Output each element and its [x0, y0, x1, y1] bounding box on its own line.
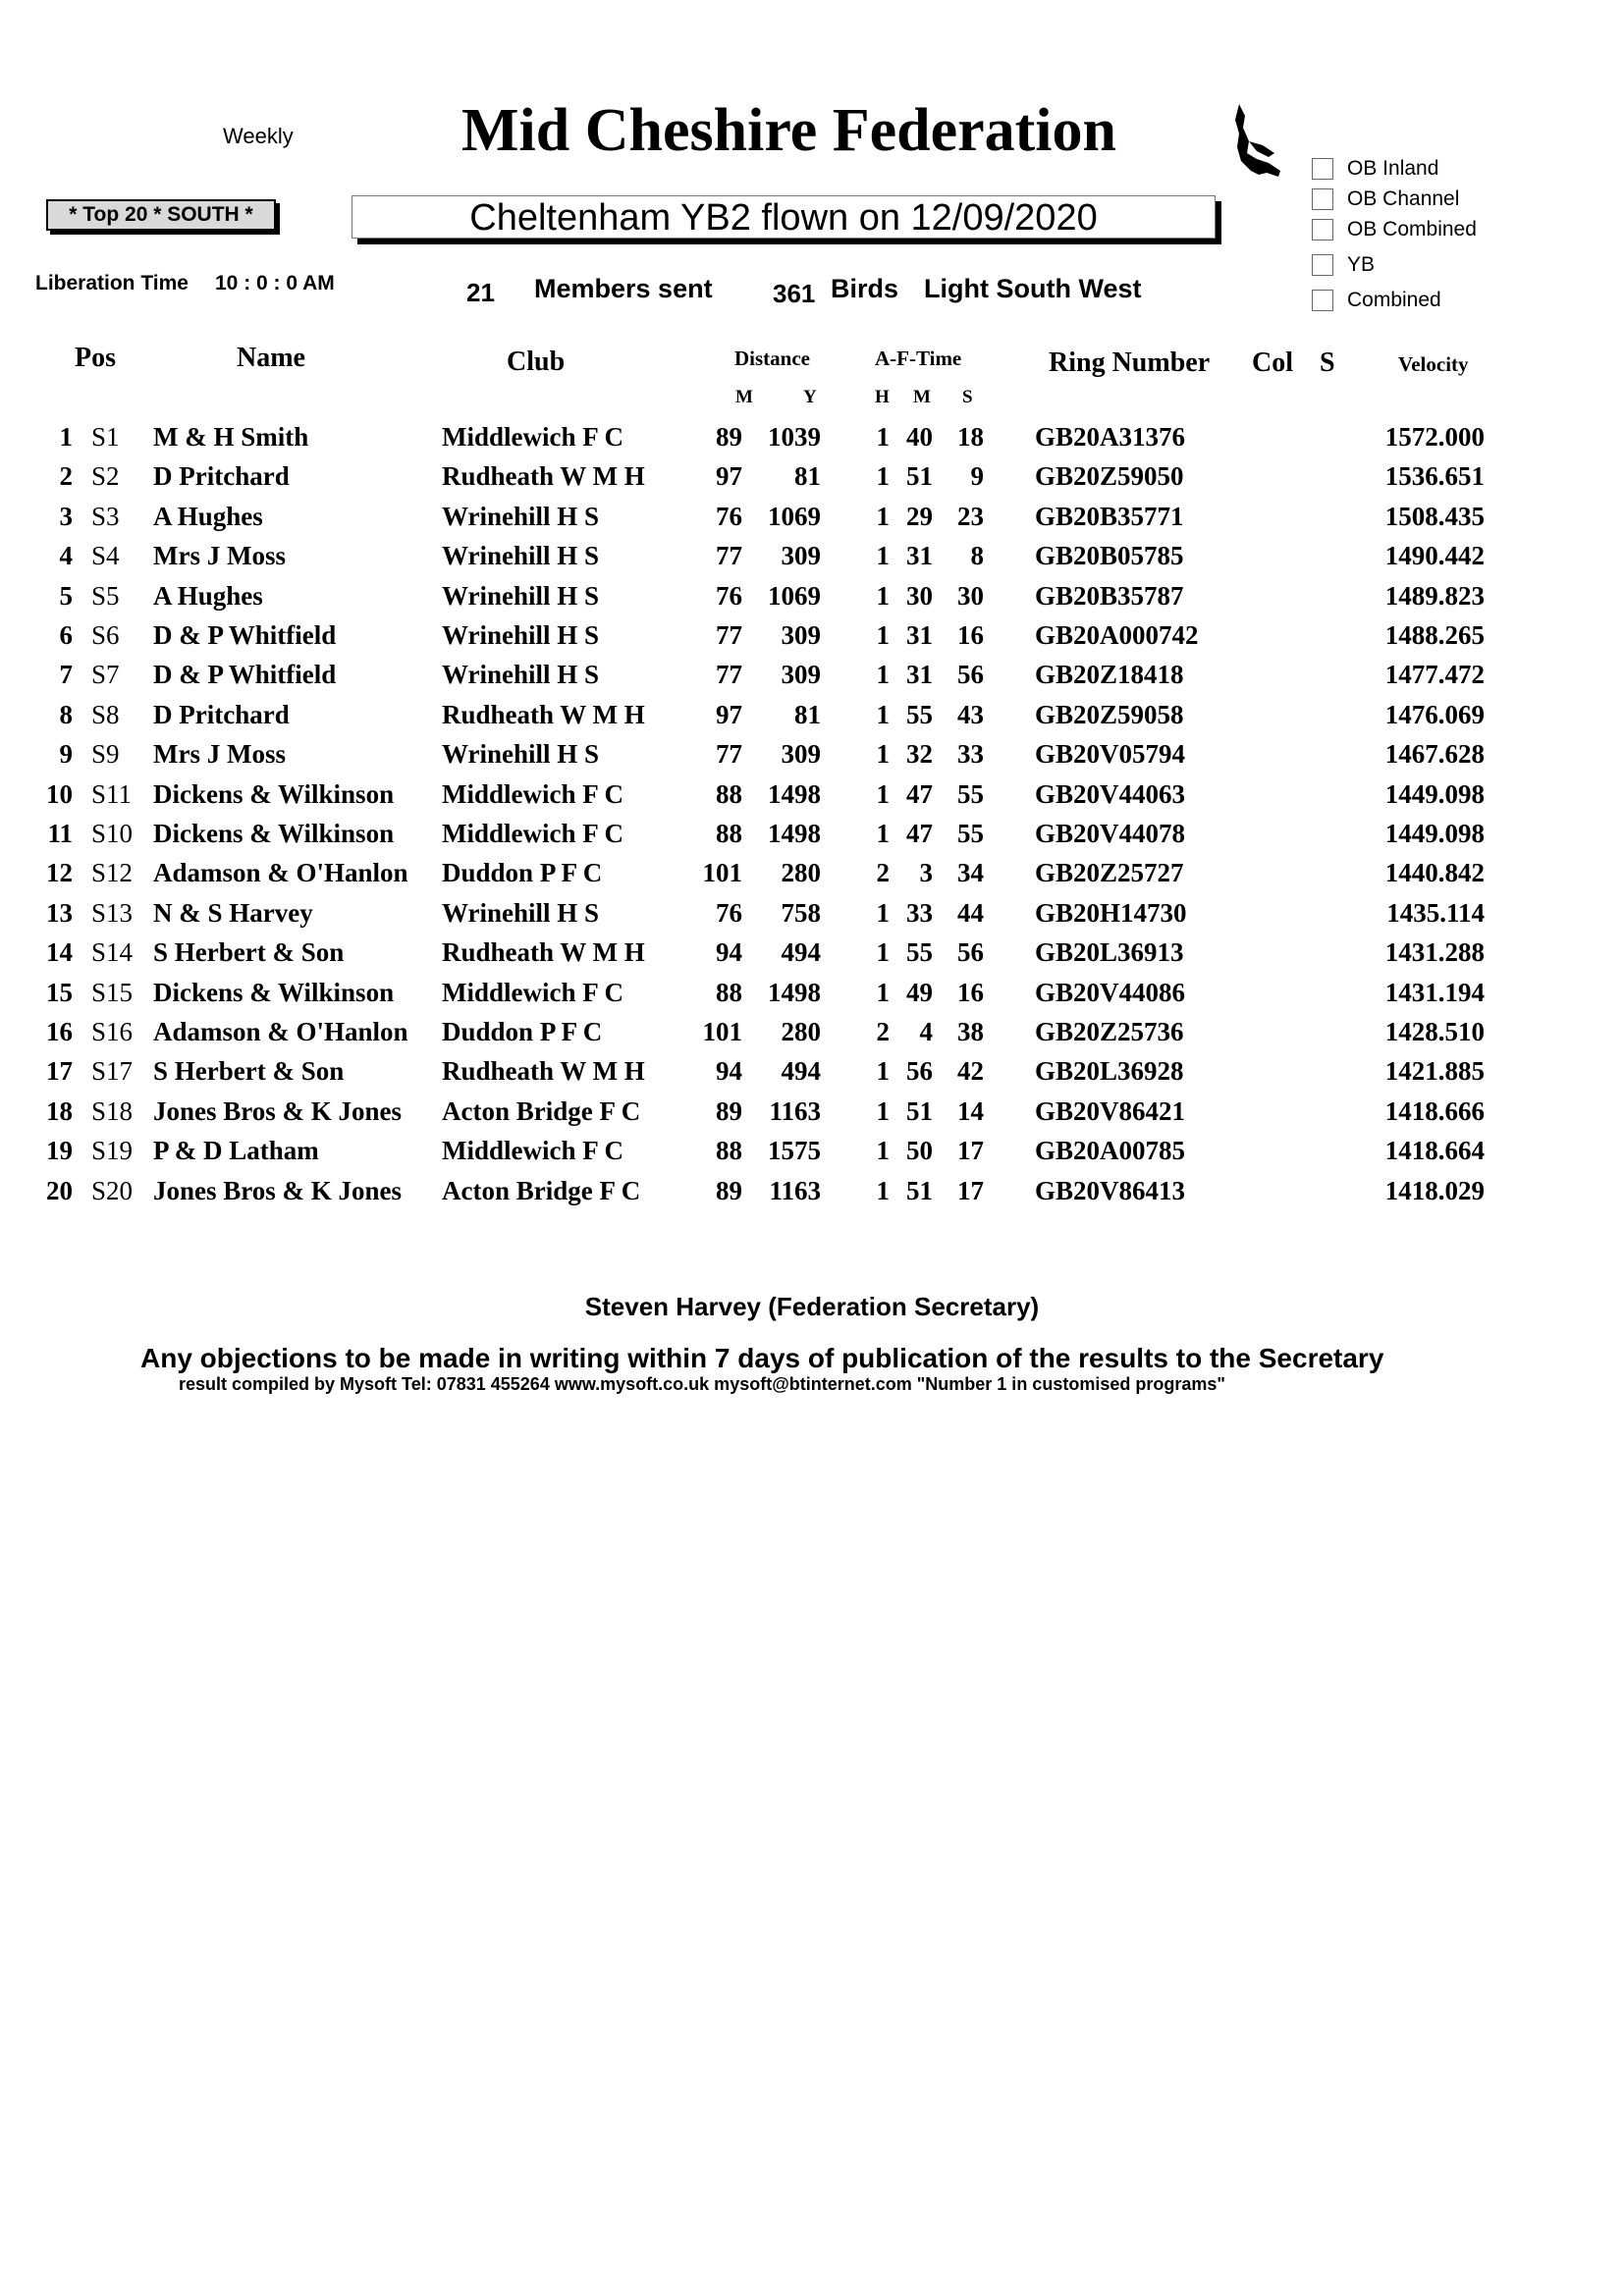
cell-s: 44	[957, 897, 984, 928]
cell-pos: 4	[59, 541, 73, 571]
cell-pos: 12	[46, 858, 73, 888]
col-header-club: Club	[507, 347, 566, 377]
cell-club: Middlewich F C	[442, 1136, 623, 1166]
option-label: OB Inland	[1347, 157, 1439, 180]
cell-m: 76	[716, 580, 742, 611]
cell-sec: S5	[91, 580, 120, 611]
cell-club: Wrinehill H S	[442, 580, 600, 611]
cell-h: 1	[876, 501, 890, 531]
cell-min: 56	[906, 1056, 933, 1087]
cell-sec: S9	[91, 739, 120, 770]
pigeon-icon	[1229, 102, 1284, 181]
cell-club: Middlewich F C	[442, 819, 623, 848]
cell-velocity: 1435.114	[1386, 897, 1485, 928]
cell-m: 88	[716, 977, 742, 1007]
col-header-yards: Y	[803, 387, 817, 407]
cell-ring: GB20V44078	[1035, 819, 1186, 848]
cell-velocity: 1428.510	[1384, 1017, 1485, 1046]
cell-sec: S14	[91, 937, 134, 968]
cell-h: 1	[876, 541, 890, 571]
cell-h: 2	[876, 1017, 890, 1046]
cell-club: Acton Bridge F C	[442, 1175, 641, 1205]
cell-h: 1	[876, 1136, 890, 1166]
cell-m: 101	[702, 858, 742, 888]
cell-sec: S15	[91, 977, 134, 1007]
cell-ring: GB20V05794	[1035, 739, 1186, 770]
cell-sec: S19	[91, 1136, 134, 1166]
col-header-minutes: M	[913, 387, 931, 407]
cell-s: 16	[957, 620, 984, 650]
cell-s: 8	[970, 541, 984, 571]
option-ob-combined[interactable]	[1312, 217, 1477, 242]
cell-velocity: 1449.098	[1384, 819, 1485, 848]
cell-h: 1	[876, 897, 890, 928]
cell-name: Adamson & O'Hanlon	[153, 1017, 408, 1046]
cell-velocity: 1418.029	[1384, 1175, 1485, 1205]
cell-y: 309	[781, 541, 821, 571]
cell-pos: 5	[59, 580, 73, 611]
cell-club: Wrinehill H S	[442, 501, 600, 531]
cell-name: Adamson & O'Hanlon	[153, 858, 408, 888]
cell-s: 55	[957, 778, 984, 809]
cell-s: 16	[957, 977, 984, 1007]
cell-h: 1	[876, 1056, 890, 1087]
cell-m: 88	[716, 1136, 742, 1166]
cell-s: 56	[957, 937, 984, 968]
cell-name: S Herbert & Son	[153, 937, 345, 968]
cell-pos: 2	[59, 461, 73, 492]
cell-velocity: 1431.288	[1384, 937, 1485, 968]
cell-sec: S3	[91, 501, 120, 531]
cell-club: Acton Bridge F C	[442, 1095, 641, 1126]
cell-pos: 6	[59, 620, 73, 650]
cell-y: 494	[781, 1056, 821, 1087]
cell-sec: S4	[91, 541, 120, 571]
cell-pos: 8	[59, 699, 73, 729]
option-yb[interactable]	[1312, 252, 1375, 278]
liberation-time: 10 : 0 : 0 AM	[215, 272, 335, 294]
cell-ring: GB20Z59050	[1035, 461, 1184, 492]
checkbox-icon[interactable]	[1312, 188, 1333, 210]
cell-s: 33	[957, 739, 984, 770]
cell-m: 77	[716, 739, 742, 770]
cell-name: Mrs J Moss	[153, 739, 286, 770]
cell-velocity: 1418.666	[1384, 1095, 1485, 1126]
cell-pos: 3	[59, 501, 73, 531]
cell-min: 51	[906, 1095, 933, 1126]
cell-ring: GB20L36913	[1035, 937, 1184, 968]
cell-s: 55	[957, 819, 984, 848]
cell-club: Wrinehill H S	[442, 660, 600, 690]
col-header-s: S	[1320, 347, 1335, 378]
cell-ring: GB20Z18418	[1035, 660, 1184, 690]
cell-s: 43	[957, 699, 984, 729]
cell-min: 51	[906, 461, 933, 492]
cell-y: 280	[781, 858, 821, 888]
cell-sec: S1	[91, 422, 120, 452]
cell-y: 309	[781, 620, 821, 650]
cell-velocity: 1477.472	[1384, 660, 1485, 690]
cell-velocity: 1431.194	[1384, 977, 1485, 1007]
cell-ring: GB20H14730	[1035, 897, 1187, 928]
cell-min: 30	[906, 580, 933, 611]
birds-count: 361	[773, 279, 816, 308]
cell-club: Rudheath W M H	[442, 1056, 645, 1087]
cell-pos: 13	[46, 897, 73, 928]
cell-m: 94	[716, 1056, 742, 1087]
cell-m: 88	[716, 819, 742, 848]
liberation-label: Liberation Time	[35, 272, 189, 294]
cell-min: 33	[906, 897, 933, 928]
cell-min: 32	[906, 739, 933, 770]
checkbox-icon[interactable]	[1312, 158, 1333, 180]
cell-h: 1	[876, 699, 890, 729]
cell-h: 1	[876, 937, 890, 968]
cell-ring: GB20V44086	[1035, 977, 1186, 1007]
col-header-ring: Ring Number	[1049, 347, 1211, 378]
cell-name: A Hughes	[153, 580, 263, 611]
cell-h: 1	[876, 819, 890, 848]
top20-badge: * Top 20 * SOUTH *	[46, 199, 276, 231]
cell-m: 89	[716, 422, 742, 452]
cell-club: Duddon P F C	[442, 858, 603, 888]
cell-club: Rudheath W M H	[442, 937, 645, 968]
option-combined[interactable]	[1312, 288, 1441, 313]
cell-h: 1	[876, 660, 890, 690]
cell-pos: 18	[46, 1095, 73, 1126]
cell-club: Rudheath W M H	[442, 699, 645, 729]
cell-club: Wrinehill H S	[442, 897, 600, 928]
members-label: Members sent	[534, 274, 713, 303]
cell-y: 1163	[769, 1095, 821, 1126]
cell-ring: GB20L36928	[1035, 1056, 1184, 1087]
cell-sec: S6	[91, 620, 120, 650]
cell-h: 1	[876, 977, 890, 1007]
cell-name: N & S Harvey	[153, 897, 313, 928]
cell-pos: 20	[46, 1175, 73, 1205]
cell-s: 42	[957, 1056, 984, 1087]
cell-name: Dickens & Wilkinson	[153, 819, 395, 848]
cell-m: 77	[716, 660, 742, 690]
cell-pos: 11	[47, 819, 73, 848]
cell-min: 4	[919, 1017, 933, 1046]
cell-h: 1	[876, 1095, 890, 1126]
cell-sec: S8	[91, 699, 120, 729]
cell-pos: 10	[46, 778, 73, 809]
cell-name: D Pritchard	[153, 699, 290, 729]
compiled-by-footer: result compiled by Mysoft Tel: 07831 455264 www.mysoft.co.uk mysoft@btinternet.com "Number 1 in customised programs"	[179, 1374, 1225, 1394]
cell-m: 77	[716, 541, 742, 571]
cell-pos: 7	[59, 660, 73, 690]
cell-name: P & D Latham	[153, 1136, 319, 1166]
cell-s: 38	[957, 1017, 984, 1046]
checkbox-icon[interactable]	[1312, 254, 1333, 276]
cell-m: 77	[716, 620, 742, 650]
cell-sec: S18	[91, 1095, 134, 1126]
cell-velocity: 1572.000	[1384, 422, 1485, 452]
cell-sec: S12	[91, 858, 134, 888]
cell-s: 23	[957, 501, 984, 531]
cell-m: 76	[716, 897, 742, 928]
cell-club: Wrinehill H S	[442, 620, 600, 650]
weekly-label: Weekly	[223, 124, 294, 148]
cell-club: Rudheath W M H	[442, 461, 645, 492]
cell-name: Dickens & Wilkinson	[153, 977, 395, 1007]
cell-y: 81	[794, 699, 821, 729]
cell-min: 3	[919, 858, 933, 888]
cell-sec: S11	[91, 778, 133, 809]
cell-m: 97	[716, 699, 742, 729]
cell-h: 1	[876, 461, 890, 492]
cell-m: 89	[716, 1095, 742, 1126]
cell-h: 1	[876, 620, 890, 650]
cell-min: 29	[906, 501, 933, 531]
members-count: 21	[466, 278, 495, 307]
cell-sec: S16	[91, 1017, 134, 1046]
option-label: OB Channel	[1347, 187, 1460, 210]
cell-y: 309	[781, 739, 821, 770]
cell-club: Wrinehill H S	[442, 739, 600, 770]
cell-s: 9	[970, 461, 984, 492]
cell-velocity: 1440.842	[1384, 858, 1485, 888]
cell-y: 1069	[768, 580, 821, 611]
cell-s: 17	[957, 1175, 984, 1205]
cell-min: 55	[906, 937, 933, 968]
col-header-velocity: Velocity	[1398, 352, 1469, 376]
cell-ring: GB20Z59058	[1035, 699, 1184, 729]
cell-h: 1	[876, 739, 890, 770]
cell-min: 40	[906, 422, 933, 452]
cell-velocity: 1489.823	[1384, 580, 1485, 611]
cell-min: 50	[906, 1136, 933, 1166]
cell-sec: S20	[91, 1175, 134, 1205]
cell-h: 1	[876, 580, 890, 611]
option-label: Combined	[1347, 289, 1441, 311]
cell-min: 47	[906, 819, 933, 848]
cell-m: 101	[702, 1017, 742, 1046]
col-header-hours: H	[875, 387, 890, 407]
cell-h: 1	[876, 422, 890, 452]
col-header-distance: Distance	[734, 347, 810, 370]
cell-pos: 1	[59, 422, 73, 452]
cell-y: 1498	[768, 977, 821, 1007]
col-header-aftime: A-F-Time	[875, 347, 962, 370]
cell-ring: GB20B35787	[1035, 580, 1184, 611]
cell-min: 31	[906, 620, 933, 650]
cell-m: 76	[716, 501, 742, 531]
cell-min: 47	[906, 778, 933, 809]
option-label: YB	[1347, 253, 1376, 276]
cell-y: 1575	[768, 1136, 821, 1166]
col-header-miles: M	[735, 387, 753, 407]
option-label: OB Combined	[1347, 218, 1477, 240]
cell-s: 34	[957, 858, 984, 888]
cell-velocity: 1476.069	[1384, 699, 1485, 729]
wind-conditions: Light South West	[924, 274, 1142, 303]
cell-ring: GB20Z25736	[1035, 1017, 1184, 1046]
cell-s: 18	[957, 422, 984, 452]
cell-m: 88	[716, 778, 742, 809]
col-header-name: Name	[237, 343, 305, 373]
option-ob-channel[interactable]	[1312, 187, 1459, 212]
cell-pos: 14	[46, 937, 73, 968]
birds-label: Birds	[831, 274, 899, 303]
page-title: Mid Cheshire Federation	[461, 97, 1117, 164]
cell-pos: 19	[46, 1136, 73, 1166]
cell-min: 55	[906, 699, 933, 729]
cell-y: 1163	[769, 1175, 821, 1205]
cell-ring: GB20V86421	[1035, 1095, 1186, 1126]
cell-ring: GB20A00785	[1035, 1136, 1186, 1166]
cell-pos: 16	[46, 1017, 73, 1046]
cell-y: 1039	[768, 422, 821, 452]
cell-velocity: 1508.435	[1384, 501, 1485, 531]
cell-ring: GB20V44063	[1035, 778, 1186, 809]
checkbox-icon[interactable]	[1312, 219, 1333, 240]
cell-y: 758	[781, 897, 821, 928]
cell-s: 30	[957, 580, 984, 611]
cell-name: D & P Whitfield	[153, 660, 337, 690]
cell-velocity: 1490.442	[1384, 541, 1485, 571]
cell-name: M & H Smith	[153, 422, 309, 452]
cell-ring: GB20V86413	[1035, 1175, 1186, 1205]
cell-sec: S17	[91, 1056, 134, 1087]
cell-m: 89	[716, 1175, 742, 1205]
col-header-seconds: S	[962, 387, 973, 407]
cell-club: Middlewich F C	[442, 778, 623, 809]
cell-pos: 15	[46, 977, 73, 1007]
cell-velocity: 1467.628	[1384, 739, 1485, 770]
cell-velocity: 1421.885	[1384, 1056, 1485, 1087]
cell-h: 1	[876, 1175, 890, 1205]
cell-s: 14	[957, 1095, 984, 1126]
cell-y: 280	[781, 1017, 821, 1046]
cell-ring: GB20A000742	[1035, 620, 1199, 650]
cell-min: 31	[906, 541, 933, 571]
cell-h: 2	[876, 858, 890, 888]
checkbox-icon[interactable]	[1312, 290, 1333, 311]
cell-sec: S13	[91, 897, 134, 928]
cell-y: 1498	[768, 819, 821, 848]
cell-velocity: 1449.098	[1384, 778, 1485, 809]
cell-name: A Hughes	[153, 501, 263, 531]
cell-y: 309	[781, 660, 821, 690]
cell-name: Jones Bros & K Jones	[153, 1175, 403, 1205]
objections-notice: Any objections to be made in writing within 7 days of publication of the results to the Secretary	[140, 1343, 1384, 1373]
cell-velocity: 1418.664	[1384, 1136, 1485, 1166]
cell-club: Wrinehill H S	[442, 541, 600, 571]
cell-min: 49	[906, 977, 933, 1007]
col-header-pos: Pos	[75, 343, 116, 373]
cell-velocity: 1536.651	[1384, 461, 1485, 492]
cell-s: 56	[957, 660, 984, 690]
cell-ring: GB20B05785	[1035, 541, 1184, 571]
cell-m: 97	[716, 461, 742, 492]
race-title: Cheltenham YB2 flown on 12/09/2020	[352, 195, 1216, 239]
cell-name: D & P Whitfield	[153, 620, 337, 650]
cell-ring: GB20A31376	[1035, 422, 1186, 452]
cell-sec: S7	[91, 660, 120, 690]
cell-m: 94	[716, 937, 742, 968]
cell-min: 31	[906, 660, 933, 690]
cell-min: 51	[906, 1175, 933, 1205]
cell-club: Middlewich F C	[442, 977, 623, 1007]
col-header-col: Col	[1252, 347, 1293, 378]
option-ob-inland[interactable]	[1312, 156, 1438, 182]
cell-h: 1	[876, 778, 890, 809]
cell-velocity: 1488.265	[1384, 620, 1485, 650]
cell-name: D Pritchard	[153, 461, 290, 492]
cell-y: 1069	[768, 501, 821, 531]
cell-name: Jones Bros & K Jones	[153, 1095, 403, 1126]
cell-y: 494	[781, 937, 821, 968]
cell-club: Duddon P F C	[442, 1017, 603, 1046]
cell-s: 17	[957, 1136, 984, 1166]
cell-name: Mrs J Moss	[153, 541, 286, 571]
cell-y: 1498	[768, 778, 821, 809]
cell-name: S Herbert & Son	[153, 1056, 345, 1087]
cell-ring: GB20Z25727	[1035, 858, 1184, 888]
cell-name: Dickens & Wilkinson	[153, 778, 395, 809]
secretary-line: Steven Harvey (Federation Secretary)	[584, 1292, 1040, 1321]
cell-pos: 17	[46, 1056, 73, 1087]
cell-pos: 9	[59, 739, 73, 770]
cell-sec: S10	[91, 819, 134, 848]
cell-y: 81	[794, 461, 821, 492]
cell-club: Middlewich F C	[442, 422, 623, 452]
cell-sec: S2	[91, 461, 120, 492]
cell-ring: GB20B35771	[1035, 501, 1184, 531]
